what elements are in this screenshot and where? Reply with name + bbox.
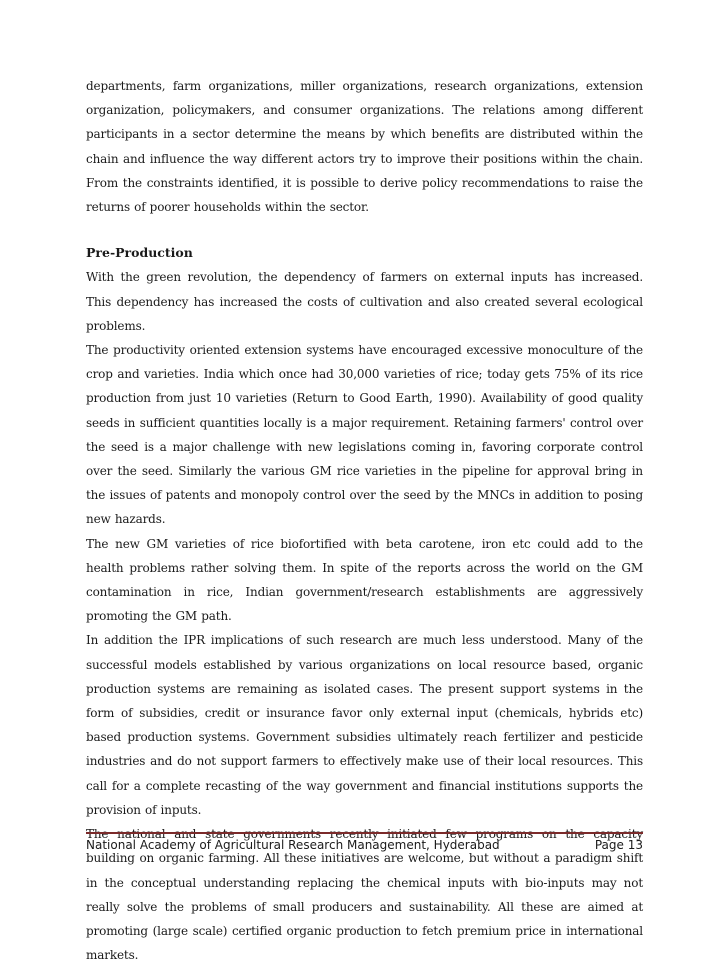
paragraph-organic-programs: The national and state governments recently initiated few programs on the capacity building on organic farming. All these initiatives are welcome, but without a paradigm shift in the conceptual understanding replacing the chemical inputs with bio-inputs may not really solve the problems of small producers and sustainability. All these are aimed at promoting (large scale) certified organic production to fetch premium price in international markets. bbox=[86, 827, 643, 963]
paragraph-ipr-implications: In addition the IPR implications of such research are much less understood. Many of the successful models established by various organizations on local resource based, organic production systems are remaining as isolated cases. The present support systems in the form of subsidies, credit or insurance favor only external input (chemicals, hybrids etc) based production systems. Government subsidies ultimately reach fertilizer and pesticide industries and do not support farmers to effectively make use of their local resources. This call for a complete recasting of the way government and financial institutions supports the provision of inputs. bbox=[86, 633, 643, 817]
paragraph-gm-varieties: The new GM varieties of rice biofortified with beta carotene, iron etc could add to the health problems rather solving them. In spite of the reports across the world on the GM contamination in rice, Indian government/research establishments are aggressively promoting the GM path. bbox=[86, 536, 643, 624]
footer-institution: National Academy of Agricultural Research Management, Hyderabad bbox=[86, 838, 500, 852]
footer-divider bbox=[86, 832, 643, 834]
paragraph-green-revolution: With the green revolution, the dependency of farmers on external inputs has increased. This dependency has increased the costs of cultivation and also created several ecological problems. bbox=[86, 270, 643, 333]
footer-page-number: Page 13 bbox=[594, 838, 643, 852]
section-heading-pre-production: Pre-Production bbox=[86, 245, 193, 261]
paragraph-monoculture: The productivity oriented extension systems have encouraged excessive monoculture of the crop and varieties. India which once had 30,000 varieties of rice; today gets 75% of its rice production from just 10 varieties (Return to Good Earth, 1990). Availability of good quality seeds in sufficient quantities locally is a major requirement. Retaining farmers' control over the seed is a major challenge with new legislations coming in, favoring corporate control over the seed. Similarly the various GM rice varieties in the pipeline for approval bring in the issues of patents and monopoly control over the seed by the MNCs in addition to posing new hazards. bbox=[86, 343, 643, 527]
paragraph-gap bbox=[86, 219, 643, 241]
page-footer bbox=[86, 838, 643, 852]
paragraph-stakeholders: departments, farm organizations, miller organizations, research organizations, extension organization, policymakers, and consumer organizations. The relations among different participants in a sector determine the means by which benefits are distributed within the chain and influence the way different actors try to improve their positions within the chain. From the constraints identified, it is possible to derive policy recommendations to raise the returns of poorer households within the sector. bbox=[86, 79, 643, 215]
